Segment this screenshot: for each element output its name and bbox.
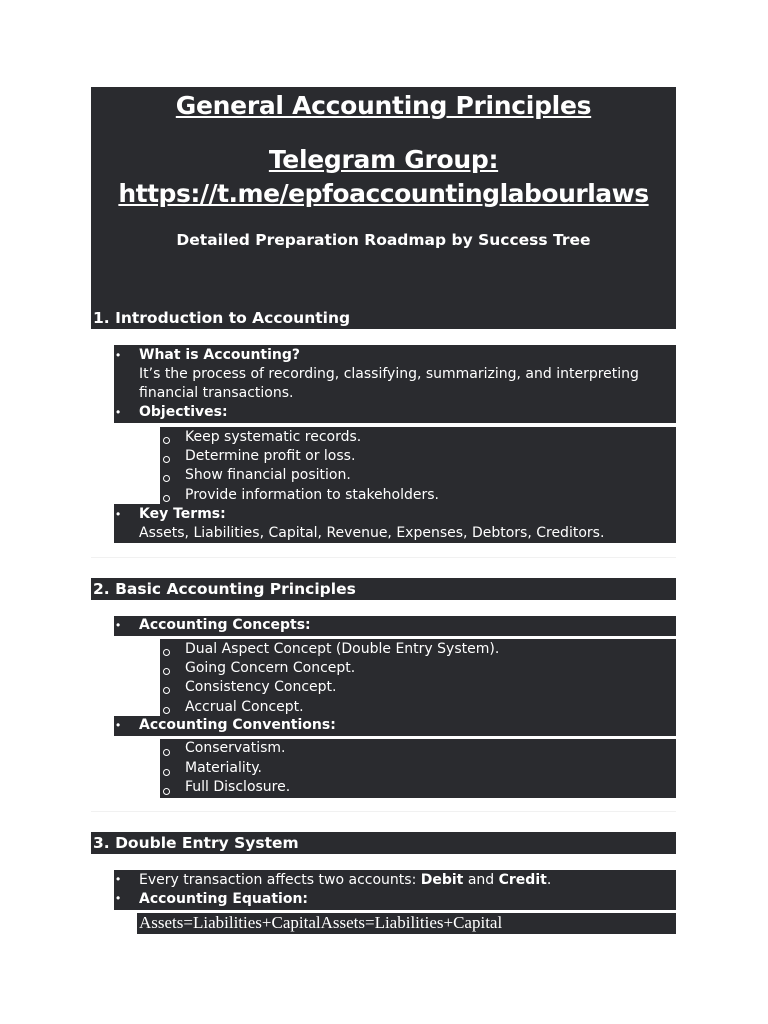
subtitle: Detailed Preparation Roadmap by Success Tree	[176, 231, 591, 249]
accounting-equation-label: Accounting Equation:	[139, 891, 309, 907]
every-transaction-text	[139, 872, 551, 888]
bullet-icon: •	[116, 507, 121, 521]
list-item: Dual Aspect Concept (Double Entry System).	[185, 641, 500, 657]
document-title: General Accounting Principles	[175, 91, 592, 120]
period: .	[546, 872, 552, 888]
circle-bullet-icon	[163, 749, 170, 756]
conventions-list	[160, 739, 676, 798]
what-is-accounting-text-1: It’s the process of recording, classifying, summarizing, and interpreting	[139, 366, 639, 382]
accounting-equation-box	[137, 913, 676, 934]
list-item: Conservatism.	[185, 740, 286, 756]
circle-bullet-icon	[163, 437, 170, 444]
what-is-accounting-text-2: financial transactions.	[139, 385, 294, 401]
circle-bullet-icon	[163, 769, 170, 776]
every-transaction-prefix: Every transaction affects two accounts:	[139, 872, 421, 888]
bullet-icon: •	[116, 618, 121, 632]
circle-bullet-icon	[163, 687, 170, 694]
bullet-icon: •	[116, 891, 121, 905]
key-terms-box	[114, 504, 676, 543]
list-item: Consistency Concept.	[185, 679, 337, 695]
section-2-title: 2. Basic Accounting Principles	[91, 578, 676, 600]
objectives-label: Objectives:	[139, 404, 228, 420]
circle-bullet-icon	[163, 456, 170, 463]
list-item: Materiality.	[185, 760, 262, 776]
debit-term: Debit	[420, 872, 464, 888]
section-divider	[91, 811, 676, 812]
bullet-icon: •	[116, 872, 121, 886]
circle-bullet-icon	[163, 649, 170, 656]
section-divider	[91, 557, 676, 558]
and-word: and	[463, 872, 499, 888]
circle-bullet-icon	[163, 475, 170, 482]
objectives-list	[160, 427, 676, 504]
key-terms-text: Assets, Liabilities, Capital, Revenue, Expenses, Debtors, Creditors.	[139, 525, 605, 541]
accounting-concepts-box	[114, 616, 676, 636]
double-entry-box	[114, 870, 676, 910]
accounting-concepts-label: Accounting Concepts:	[139, 617, 311, 633]
list-item: Accrual Concept.	[185, 699, 304, 715]
accounting-equation: Assets=Liabilities+CapitalAssets=Liabilities+Capital	[139, 913, 503, 932]
circle-bullet-icon	[163, 495, 170, 502]
list-item: Keep systematic records.	[185, 429, 362, 445]
section-3-title: 3. Double Entry System	[91, 832, 676, 854]
list-item: Determine profit or loss.	[185, 448, 356, 464]
bullet-icon: •	[116, 405, 121, 419]
what-is-accounting-label: What is Accounting?	[139, 347, 301, 363]
bullet-icon: •	[116, 718, 121, 732]
concepts-list	[160, 639, 676, 716]
key-terms-label: Key Terms:	[139, 506, 226, 522]
bullet-icon: •	[116, 348, 121, 362]
what-is-accounting-box	[114, 345, 676, 423]
telegram-group-label: Telegram Group:	[268, 145, 499, 174]
telegram-link[interactable]: https://t.me/epfoaccountinglabourlaws	[118, 179, 649, 208]
section-1-title: 1. Introduction to Accounting	[93, 309, 351, 327]
list-item: Provide information to stakeholders.	[185, 487, 440, 503]
circle-bullet-icon	[163, 668, 170, 675]
list-item: Full Disclosure.	[185, 779, 291, 795]
list-item: Going Concern Concept.	[185, 660, 356, 676]
circle-bullet-icon	[163, 788, 170, 795]
list-item: Show financial position.	[185, 467, 351, 483]
credit-term: Credit	[498, 872, 547, 888]
circle-bullet-icon	[163, 707, 170, 714]
accounting-conventions-label: Accounting Conventions:	[139, 717, 336, 733]
header-block	[91, 87, 676, 329]
accounting-conventions-box	[114, 716, 676, 736]
